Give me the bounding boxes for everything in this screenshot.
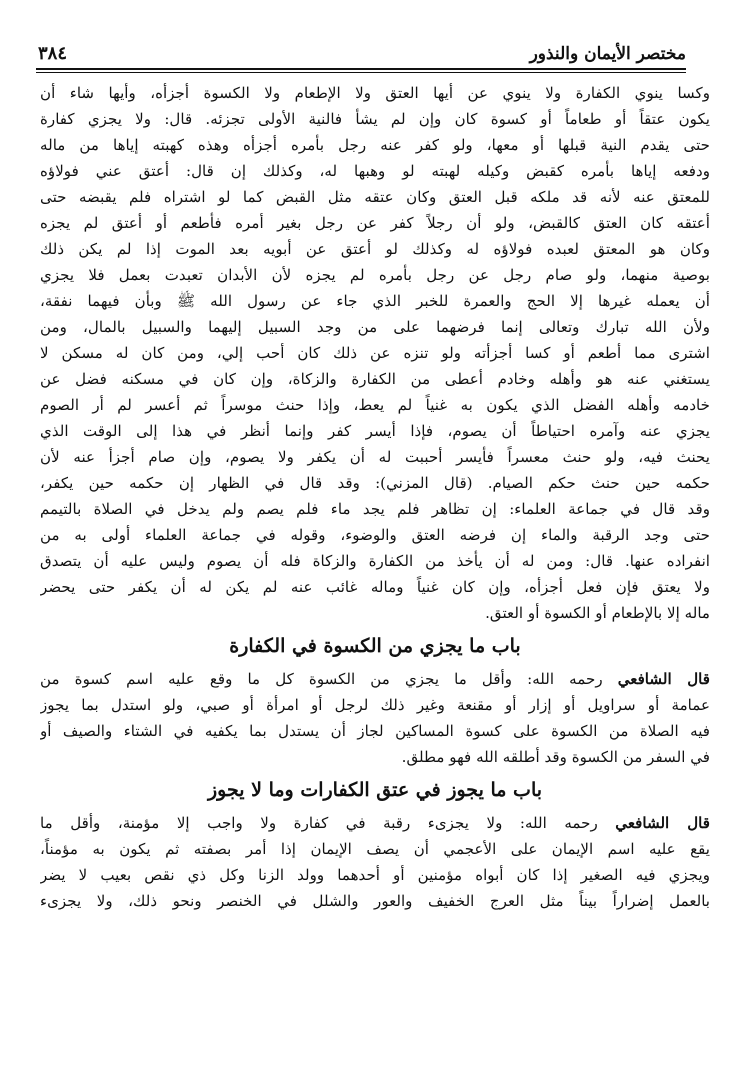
section-manumission [40,770,710,914]
section-heading: باب ما يجوز في عتق الكفارات وما لا يجوز [207,779,543,801]
text-line: في السفر من الكسوة وقد أطلقه الله فهو مطلق. [401,748,710,766]
page-number: ٣٨٤ [38,43,68,64]
text-line: للمعتق عنه لأنه قد ملكه قبل العتق وكان عتقه مثل القبض كما لو اشتراه فلم يقبضه حتى [40,188,710,206]
text-line: بوصية منهما، ولو صام رجل عن رجل بأمره لم يجزه لأن الأبدان تعبدت بعمل فلا يجزي [40,266,710,284]
text-line: انفراده عنها. قال: ومن له أن يأخذ من الكفارة والزكاة فله أن يصوم وليس عليه أن يتصدق [40,552,710,570]
text-line: وقد قال في جماعة العلماء: إن تظاهر فلم يجد ماء فلم يصم ولم يدخل في الصلاة بالتيمم [40,500,710,518]
header-divider [36,68,686,73]
speaker-lead: قال الشافعي [615,814,710,832]
text-line: يجزي عنه وآمره احتياطاً أن يصوم، فإذا أيسر كفر وإنما أنظر في هذا إلى الوقت الذي [40,422,710,440]
text-line: حتى يقدم النية قبلها أو معها، ولو كفر عنه رجل بأمره أجزأه وهذه كهبته إياها من ماله [40,136,710,154]
running-title: مختصر الأيمان والنذور [529,44,686,64]
text-line: بالعمل إضراراً بيناً مثل العرج الخفيف والعور والشلل في الخنصر ونحو ذلك، ولا يجزىء [40,892,710,910]
text-line: يقع عليه اسم الإيمان على الأعجمي أن يصف الإيمان إذا أمر بصفته ثم يكون به مؤمناً، [40,840,710,858]
text-line: أعتقه كان العتق كالقبض، ولو أن رجلاً كفر عن رجل بغير أمره فأطعم أو أعتق لم يجزه [40,214,710,232]
text-line: ويجزي فيه الصغير إذا كان أبواه مؤمنين أو أحدهما وولد الزنا وكل ذي نقص بعيب لا يضر [40,866,710,884]
text-line: فيه الصلاة من الكسوة على كسوة المساكين لجاز أن يستدل بما يكفيه في الشتاء والصيف أو [40,722,710,740]
text-line: يستغني عنه هو وأهله وخادم أعطى من الكفارة والزكاة، وإن كان في مسكنه فضل عن [40,370,710,388]
text-line: حكمه حين حنث حكم الصيام. (قال المزني): وقد قال في الظهار إن حكمه حين يكفر، [40,474,710,492]
speaker-lead: قال الشافعي [617,670,710,688]
text-line: وكسا ينوي الكفارة ولا ينوي عن أيها العتق ولا الإطعام ولا الكسوة أجزأه، وأيها شاء أن [40,84,710,102]
text-line [40,810,710,836]
page-header [38,30,686,64]
section-clothing [40,626,710,770]
text-line: اشترى مما أطعم أو كسا أجزأته ولو تنزه عن ذلك كان أحب إلي، ومن كان له مسكن لا [40,344,710,362]
text-line: عمامة أو سراويل أو إزار أو مقنعة وغير ذلك لرجل أو امرأة أو صبي، ولو استدل بما يجوز [40,696,710,714]
text-line: يكون عتقاً أو طعاماً أو كسوة كان وإن لم يشأ فالنية الأولى تجزئه. قال: ولا يجزي كفارة [40,110,710,128]
text-line: أن يعمله غيرها إلا الحج والعمرة للخبر الذي جاء عن رسول الله ﷺ وبأن فيهما نفقة، [40,292,710,310]
text-line [40,666,710,692]
text-fragment: رحمه الله: وأقل ما يجزي من الكسوة كل ما وقع عليه اسم كسوة من [40,670,603,688]
text-line: وكان هو المعتق لعبده فولاؤه له وكذلك لو أعتق عن أبويه بعد الموت إذا لم يكن ذلك [40,240,710,258]
text-line: ولأن الله تبارك وتعالى إنما فرضهما على من وجد السبيل إليهما والسبيل بالمال، ومن [40,318,710,336]
text-fragment: رحمه الله: ولا يجزىء رقبة في كفارة ولا واجب إلا مؤمنة، وأقل ما [40,814,598,832]
section-main-text [40,80,710,626]
text-line: ولا يعتق فإن فعل أجزأه، وإن كان غنياً وماله غائب عنه لم يكن له أن يكفر حتى يحضر [40,578,710,596]
text-line: حتى وجد الرقبة والماء إن فرضه العتق والوضوء، وقوله في جماعة العلماء أولى به من [40,526,710,544]
text-line: ماله إلا بالإطعام أو الكسوة أو العتق. [485,604,710,622]
page-body [40,80,710,914]
text-line: خادمه وأهله الفضل الذي يكون به غنياً لم يعط، وإذا حنث موسراً ثم أعسر لم أر الصوم [40,396,710,414]
text-line: ودفعه إياها بأمره كقبض وكيله لهبته لو وهبها له، وكذلك إن قال: أعتق عني فولاؤه [40,162,710,180]
text-line: يحنث فيه، ولو حنث معسراً فأيسر أحببت له أن يكفر ولا يصوم، وإن صام أجزأ عنه لأن [40,448,710,466]
section-heading: باب ما يجزي من الكسوة في الكفارة [229,635,521,657]
